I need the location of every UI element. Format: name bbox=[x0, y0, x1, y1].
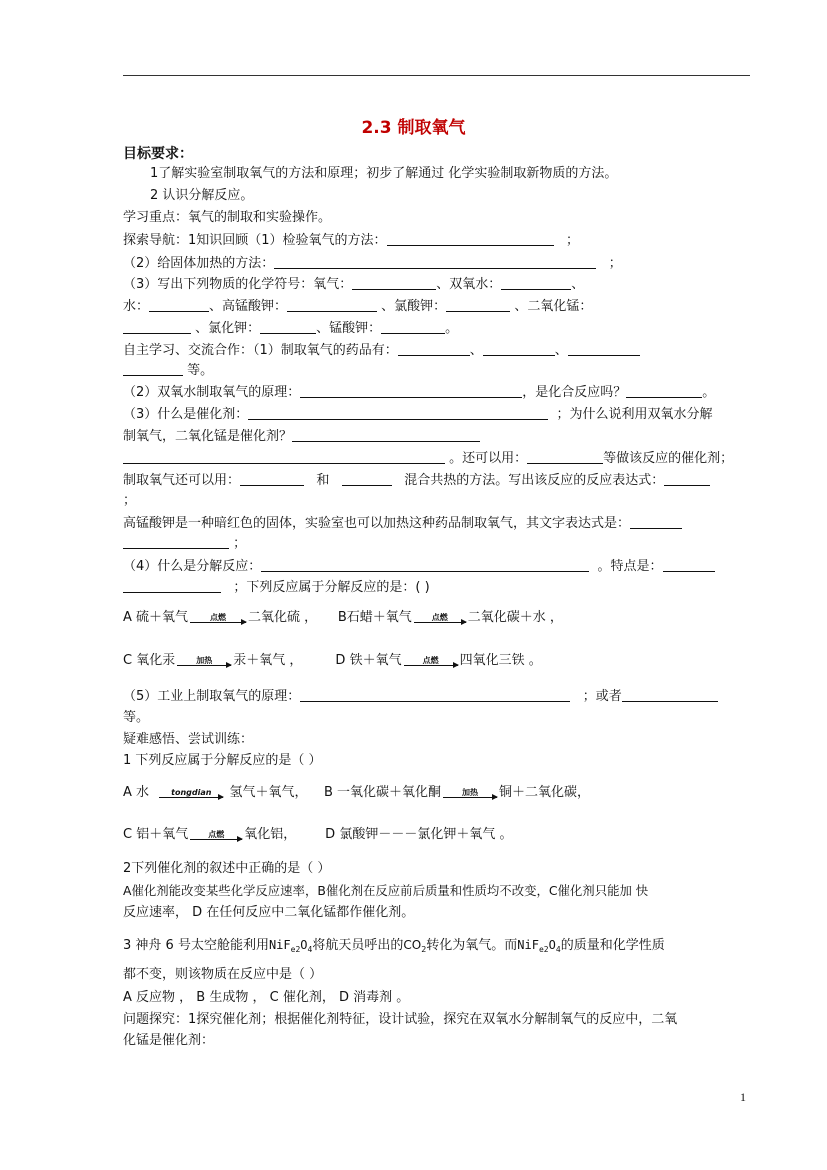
label: 的质量和化学性质 bbox=[560, 938, 665, 953]
blank[interactable] bbox=[626, 384, 702, 398]
blank[interactable] bbox=[622, 688, 718, 702]
label: 、氯酸钾： bbox=[381, 299, 447, 314]
punct: ； bbox=[608, 256, 622, 271]
self-line-2 bbox=[123, 362, 213, 380]
option-d: D 铁＋氧气 bbox=[335, 653, 402, 668]
punct: ； bbox=[565, 233, 579, 248]
focus-line: 学习重点：氧气的制取和实验操作。 bbox=[123, 210, 332, 225]
reaction-arrow bbox=[443, 788, 497, 798]
label: 和 bbox=[316, 473, 330, 488]
question-2-options-a: A催化剂能改变某些化学反应速率，B催化剂在反应前后质量和性质均不改变，C催化剂只能加 快 bbox=[123, 883, 649, 898]
explore-line-5 bbox=[123, 320, 458, 338]
product: 汞＋氧气 ， bbox=[233, 653, 303, 668]
reaction-arrow bbox=[190, 613, 246, 623]
blank[interactable] bbox=[274, 255, 596, 269]
explore-line-4 bbox=[123, 298, 592, 316]
page-number: 1 bbox=[740, 1090, 746, 1104]
question-1: 1 下列反应属于分解反应的是（ ） bbox=[123, 753, 322, 768]
blank[interactable] bbox=[123, 450, 445, 464]
label: 水： bbox=[123, 299, 150, 314]
goal-2: 2 认识分解反应。 bbox=[150, 188, 254, 203]
q3-label: （3）写出下列物质的化学符号：氧气： bbox=[123, 277, 353, 292]
label: ；为什么说利用双氧水分解 bbox=[556, 407, 713, 422]
self-line-11 bbox=[123, 558, 715, 576]
question-3-options: A 反应物 ， B 生成物 ， C 催化剂， D 消毒剂 。 bbox=[123, 990, 410, 1005]
question-2: 2下列催化剂的叙述中正确的是（ ） bbox=[123, 861, 331, 876]
label: 、二氧化锰： bbox=[514, 299, 593, 314]
label: （3）什么是催化剂： bbox=[123, 407, 249, 422]
condition: 加热 bbox=[196, 655, 213, 665]
explore-line-1 bbox=[123, 232, 579, 250]
option-b: B 一氧化碳＋氧化酮 bbox=[323, 785, 442, 800]
self-line-3 bbox=[123, 384, 715, 402]
condition: 点燃 bbox=[422, 655, 439, 665]
product: 四氧化三铁 。 bbox=[459, 653, 542, 668]
product: 二氧化硫 ， bbox=[248, 610, 318, 625]
blank[interactable] bbox=[292, 428, 480, 442]
punct: 、 bbox=[554, 343, 568, 358]
label: ，是化合反应吗？ bbox=[522, 385, 627, 400]
self-line-1 bbox=[123, 342, 640, 360]
train-heading: 疑难感悟、尝试训练： bbox=[123, 732, 254, 747]
label: ；或者 bbox=[582, 689, 622, 704]
option-c: C 铝＋氧气 bbox=[123, 827, 189, 842]
formula-nife2o4: $NiF_{e2}O_4$ bbox=[268, 938, 313, 954]
label: 转化为氧气。而 bbox=[426, 938, 518, 953]
blank[interactable] bbox=[123, 320, 191, 334]
formula-co2: $CO_2$ bbox=[403, 938, 427, 954]
label: 制氧气，二氧化锰是催化剂？ bbox=[123, 429, 293, 444]
reaction-arrow bbox=[159, 788, 223, 798]
question-2-options-b: 反应速率， D 在任何反应中二氧化锰都作催化剂。 bbox=[123, 905, 415, 920]
blank[interactable] bbox=[261, 558, 589, 572]
product: 二氧化碳＋水 ， bbox=[467, 610, 563, 625]
label: 、双氧水： bbox=[436, 277, 502, 292]
label: （2）双氧水制取氧气的原理： bbox=[123, 385, 301, 400]
blank[interactable] bbox=[149, 298, 209, 312]
blank[interactable] bbox=[300, 688, 570, 702]
blank[interactable] bbox=[446, 298, 510, 312]
reaction-arrow bbox=[414, 613, 466, 623]
reaction-row-2 bbox=[123, 652, 542, 676]
product: 氧化铝， bbox=[244, 827, 297, 842]
condition: 加热 bbox=[462, 787, 479, 797]
punct: ； bbox=[233, 536, 247, 551]
blank[interactable] bbox=[240, 472, 304, 486]
blank[interactable] bbox=[568, 342, 640, 356]
blank[interactable] bbox=[123, 362, 183, 376]
blank[interactable] bbox=[260, 320, 316, 334]
blank[interactable] bbox=[664, 472, 710, 486]
product: 铜＋二氧化碳， bbox=[499, 785, 591, 800]
label: 、氯化钾： bbox=[195, 321, 261, 336]
label: 混合共热的方法。写出该反应的反应表达式： bbox=[404, 473, 665, 488]
label: 等。 bbox=[187, 363, 214, 378]
reaction-row-1 bbox=[123, 609, 563, 633]
self-line-12 bbox=[123, 579, 430, 597]
option-a: A 硫＋氧气 bbox=[123, 610, 189, 625]
condition: 点燃 bbox=[210, 612, 227, 622]
label: 等做该反应的催化剂； bbox=[603, 451, 734, 466]
punct: 。 bbox=[445, 321, 459, 336]
label: 。特点是： bbox=[597, 559, 663, 574]
page-title: 2.3 制取氧气 bbox=[361, 118, 466, 138]
condition: 点燃 bbox=[431, 612, 448, 622]
blank[interactable] bbox=[352, 276, 436, 290]
option-a: A 水 bbox=[123, 785, 150, 800]
explore-line-3 bbox=[123, 276, 584, 294]
q5-line bbox=[123, 688, 718, 706]
blank[interactable] bbox=[342, 472, 392, 486]
blank[interactable] bbox=[381, 320, 445, 334]
reaction-row-3 bbox=[123, 784, 590, 808]
reaction-row-4 bbox=[123, 826, 512, 850]
punct: 。 bbox=[702, 385, 716, 400]
punct: 、 bbox=[469, 343, 483, 358]
blank[interactable] bbox=[287, 298, 377, 312]
self-line-7 bbox=[123, 472, 710, 490]
blank[interactable] bbox=[527, 450, 603, 464]
punct: ； bbox=[123, 493, 137, 508]
q5-end: 等。 bbox=[123, 710, 150, 725]
option-d: D 氯酸钾－－－氯化钾＋氧气 。 bbox=[325, 827, 513, 842]
blank[interactable] bbox=[123, 535, 229, 549]
formula-nife2o4: $NiF_{e2}O_4$ bbox=[517, 938, 561, 954]
reaction-arrow bbox=[404, 656, 458, 666]
product: 氢气＋氧气， bbox=[229, 785, 308, 800]
label: 将航天员呼出的 bbox=[312, 938, 404, 953]
label: 自主学习、交流合作：（1）制取氧气的药品有： bbox=[123, 343, 398, 358]
goal-1: 1了解实验室制取氧气的方法和原理；初步了解通过 化学实验制取新物质的方法。 bbox=[150, 166, 618, 181]
condition: tongdian bbox=[171, 787, 212, 797]
blank[interactable] bbox=[398, 342, 470, 356]
reaction-arrow bbox=[190, 830, 242, 840]
self-line-5 bbox=[123, 428, 480, 446]
label: （5）工业上制取氧气的原理： bbox=[123, 689, 301, 704]
inquiry-line-1: 问题探究：1探究催化剂；根据催化剂特征，设计试验，探究在双氧水分解制氧气的反应中，二氧 bbox=[123, 1012, 678, 1027]
blank[interactable] bbox=[387, 232, 554, 246]
label: 3 神舟 6 号太空舱能利用 bbox=[123, 938, 269, 953]
self-line-10 bbox=[123, 535, 246, 553]
label: ；下列反应属于分解反应的是：( ) bbox=[233, 580, 430, 595]
label: 、锰酸钾： bbox=[316, 321, 382, 336]
blank[interactable] bbox=[123, 579, 221, 593]
self-line-4 bbox=[123, 406, 713, 424]
label: （4）什么是分解反应： bbox=[123, 559, 262, 574]
label: 高锰酸钾是一种暗红色的固体，实验室也可以加热这种药品制取氧气，其文字表达式是： bbox=[123, 516, 631, 531]
punct: 、 bbox=[571, 277, 585, 292]
question-3 bbox=[123, 936, 665, 959]
self-line-8 bbox=[123, 492, 136, 510]
section-heading: 目标要求： bbox=[123, 146, 193, 162]
blank[interactable] bbox=[663, 558, 715, 572]
option-c: C 氧化汞 bbox=[123, 653, 176, 668]
inquiry-line-2: 化锰是催化剂： bbox=[123, 1033, 215, 1048]
blank[interactable] bbox=[248, 406, 548, 420]
condition: 点燃 bbox=[208, 829, 225, 839]
option-b: B石蜡＋氧气 bbox=[337, 610, 412, 625]
label: 、高锰酸钾： bbox=[209, 299, 288, 314]
blank[interactable] bbox=[501, 276, 571, 290]
label: 制取氧气还可以用： bbox=[123, 473, 241, 488]
reaction-arrow bbox=[177, 656, 231, 666]
explore-line-2 bbox=[123, 255, 622, 273]
header-rule bbox=[123, 75, 750, 76]
blank[interactable] bbox=[300, 384, 522, 398]
q2-label: （2）给固体加热的方法： bbox=[123, 256, 275, 271]
blank[interactable] bbox=[483, 342, 555, 356]
explore-label: 探索导航：1知识回顾（1）检验氧气的方法： bbox=[123, 233, 387, 248]
self-line-9 bbox=[123, 515, 682, 533]
blank[interactable] bbox=[630, 515, 682, 529]
label: 。还可以用： bbox=[449, 451, 528, 466]
self-line-6 bbox=[123, 450, 733, 468]
question-3-line-2: 都不变，则该物质在反应中是（ ） bbox=[123, 967, 323, 982]
